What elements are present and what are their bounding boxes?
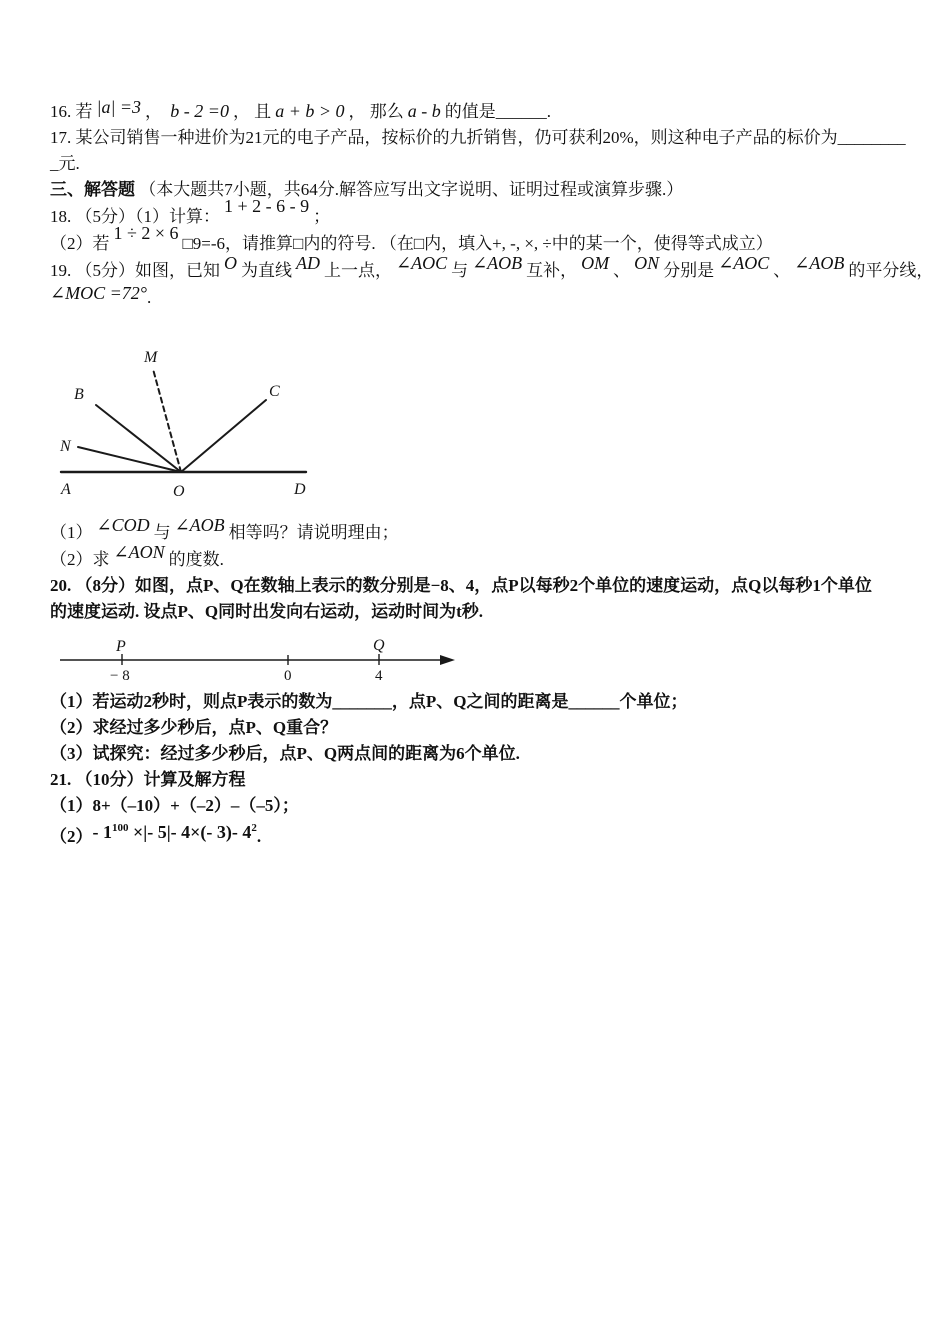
label-Q: Q [373,638,385,654]
q16-text-4: ， 那么 [348,102,404,121]
question-21-title [50,767,910,793]
q20-text-1: 20. （8分）如图，点P、Q在数轴上表示的数分别是−8、4，点P以每秒2个单位的速度运动，点Q以每秒1个单位 [50,576,872,595]
label-D: D [294,481,306,498]
ray-OM-dashed [153,369,181,472]
label-N: N [60,438,71,455]
q16-text-2: ， [145,102,167,121]
q18-p1-text-2: ； [313,207,331,226]
label-four: 4 [375,668,383,684]
section-3-header [50,177,910,203]
q19-sub1-math-AOB: ∠AOB [174,515,225,535]
q19-math-ON: ON [634,253,660,273]
q21-sub2-expression [93,822,257,842]
q21-sub1-text: （1）8+（–10）+（–2）–（–5）； [50,796,299,815]
q19-figure-svg [56,339,386,514]
question-19-sub2 [50,542,910,573]
q19-text-8: 、 [773,261,791,280]
q19-math-MOC72: ∠MOC =72° [50,283,147,303]
q20-number-line-figure [56,638,910,689]
q21-expr-base1: - 1 [92,822,112,842]
q16-math-abs-a: |a| =3 [96,97,142,117]
label-zero: 0 [284,668,292,684]
q19-math-AOC-1: ∠AOC [396,253,448,273]
q19-sub1-math-COD: ∠COD [96,515,150,535]
q19-math-O: O [224,253,237,273]
q19-sub1-text-1: （1） [50,523,93,542]
q18-p1-expression: 1 + 2 - 6 - 9 [224,196,310,216]
label-A: A [61,481,71,498]
q16-text-5: 的值是______. [444,102,551,121]
q19-geometry-figure [56,339,910,519]
question-20-sub3 [50,741,910,767]
question-20-sub2 [50,715,910,741]
question-16 [50,98,910,125]
label-M: M [144,349,158,366]
question-21-sub1 [50,793,910,819]
q19-sub1-text-3: 相等吗？请说明理由； [228,523,399,542]
q16-text-3: ， 且 [232,102,272,121]
q19-text-3: 上一点， [324,261,392,280]
q18-p2-text-2: □9=-6，请推算□内的符号. （在□内，填入+, -, ×, ÷中的某一个，使得等式成立） [182,234,773,253]
q21-expr-exp1: 100 [112,822,129,834]
q19-math-AOC-2: ∠AOC [718,253,770,273]
q21-title-text: 21. （10分）计算及解方程 [50,770,246,789]
q20-sub3-text: （3）试探究：经过多少秒后，点P、Q两点间的距离为6个单位. [50,744,520,763]
q17-text-1: 17. 某公司销售一种进价为21元的电子产品，按标价的九折销售，仍可获利20%，则这种电子产品的标价为________ [50,128,906,147]
q19-text-6: 、 [613,261,631,280]
q19-sub2-math-AON: ∠AON [113,542,165,562]
question-19-line1 [50,253,934,284]
question-19-line2 [50,284,910,311]
axis-arrowhead [440,655,455,665]
q19-text-1: 19. （5分）如图，已知 [50,261,220,280]
q18-p1-text-1: 18. （5分）（1）计算： [50,207,220,226]
q19-math-OM: OM [581,253,610,273]
q19-text-9: 的平分线， [848,261,934,280]
question-20-line2 [50,599,910,625]
q20-sub1-text: （1）若运动2秒时，则点P表示的数为_______，点P、Q之间的距离是______个单位； [50,692,688,711]
q21-sub2-period: . [256,827,262,846]
q17-text-2: _元. [50,154,80,173]
question-21-sub2 [50,819,910,850]
q20-sub2-text: （2）求经过多少秒后，点P、Q重合？ [50,718,338,737]
q21-sub2-text-1: （2） [50,827,93,846]
label-C: C [269,383,280,400]
label-B: B [74,386,84,403]
q19-text-2: 为直线 [241,261,292,280]
q19-sub2-text-1: （2）求 [50,550,110,569]
q20-text-2: 的速度运动. 设点P、Q同时出发向右运动，运动时间为t秒. [50,602,484,621]
q19-text-7: 分别是 [663,261,715,280]
q19-math-AD: AD [296,253,320,273]
q21-expr-exp2: 2 [251,822,257,834]
question-17-line1 [50,125,910,151]
question-20-sub1 [50,689,910,715]
q19-math-AOB-2: ∠AOB [794,253,845,273]
q16-math-b: b - 2 =0 [170,101,229,121]
q19-line2-period: . [146,288,152,307]
question-17-line2 [50,151,910,177]
q19-sub2-text-2: 的度数. [168,550,224,569]
q18-p2-expression: 1 ÷ 2 × 6 [113,223,179,243]
q18-p2-text-1: （2）若 [50,234,110,253]
ray-OC [181,400,266,472]
section-3-desc: （本大题共7小题，共64分.解答应写出文字说明、证明过程或演算步骤.） [139,180,684,199]
q16-text-1: 16. 若 [50,102,93,121]
question-20-line1 [50,573,910,599]
label-O: O [173,483,185,500]
q16-math-ab-sum: a + b > 0 [275,101,345,121]
q19-sub1-text-2: 与 [153,523,171,542]
q19-text-4: 与 [451,261,469,280]
q19-math-AOB-1: ∠AOB [472,253,523,273]
q21-expr-mid: ×|- 5|- 4×(- 3)- 4 [128,822,252,842]
question-18-part1 [50,196,910,230]
label-P: P [116,638,126,655]
q20-figure-svg [56,638,456,684]
question-19-sub1 [50,515,910,546]
section-3-title: 三、解答题 [50,180,135,199]
q19-text-5: 互补， [526,261,578,280]
q16-math-ab-diff: a - b [407,101,441,121]
label-neg8: − 8 [110,668,130,684]
